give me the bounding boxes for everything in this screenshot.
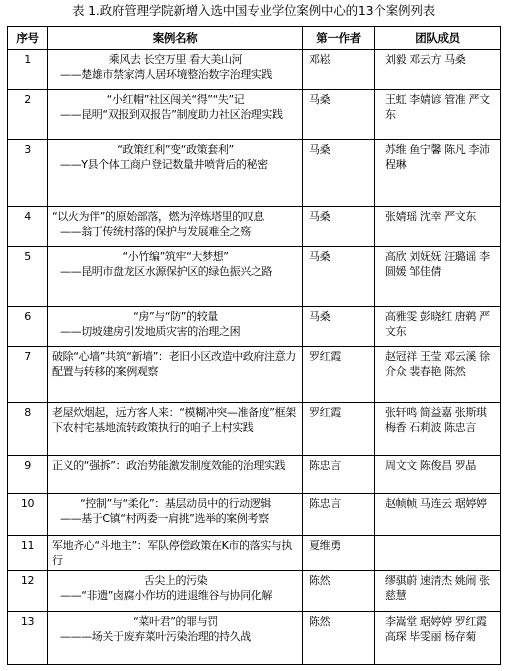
cell-no: 13 <box>8 612 48 665</box>
table-row <box>8 571 501 612</box>
cell-no: 8 <box>8 403 48 456</box>
table-row <box>8 456 501 494</box>
cell-team: 周文文 陈俊昌 罗晶 <box>375 456 501 494</box>
table-row <box>8 494 501 536</box>
cell-no: 7 <box>8 347 48 403</box>
cell-case-name: 舌尖上的污染 ——“非遗”卤腐小作坊的进退维谷与协同化解 <box>48 571 303 612</box>
cell-case-name: “政策红利”变“政策套利” ——Y县个体工商户登记数量井喷背后的秘密 <box>48 140 303 207</box>
cell-no: 9 <box>8 456 48 494</box>
cell-case-name: “房”与“防”的较量 ——切坡建房引发地质灾害的治理之困 <box>48 307 303 347</box>
cell-case-name: 正义的“强拆”：政治势能激发制度效能的治理实践 <box>48 456 303 494</box>
cell-team: 李嵩堂 琚婷婷 罗红霞 高琛 毕雯丽 杨存菊 <box>375 612 501 665</box>
cell-no: 6 <box>8 307 48 347</box>
cell-case-name: “小红帽”社区闯关“得”“失”记 ——昆明“双报到双报告”制度助力社区治理实践 <box>48 90 303 140</box>
cell-team: 缪骐蔚 速清杰 姚闹 张慈慧 <box>375 571 501 612</box>
cell-case-name: 军地齐心“斗地主”：军队停偿政策在K市的落实与执行 <box>48 536 303 571</box>
table-row <box>8 50 501 90</box>
cell-author: 马桑 <box>303 207 375 247</box>
cell-author: 夏维勇 <box>303 536 375 571</box>
cell-team: 高雅雯 彭晓红 唐鹈 严文东 <box>375 307 501 347</box>
cell-author: 陈然 <box>303 612 375 665</box>
table-row <box>8 403 501 456</box>
table-row <box>8 612 501 665</box>
cell-case-name: “菜叶君”的罪与罚 ———场关于废弃菜叶污染治理的持久战 <box>48 612 303 665</box>
cell-author: 陈忠言 <box>303 456 375 494</box>
cell-team <box>375 536 501 571</box>
header-case-name: 案例名称 <box>48 27 303 50</box>
table-row <box>8 140 501 207</box>
cell-case-name: “小竹编”筑牢“大梦想” ——昆明市盘龙区水源保护区的绿色振兴之路 <box>48 247 303 307</box>
table-row <box>8 347 501 403</box>
header-team-members: 团队成员 <box>375 27 501 50</box>
cell-team: 王虹 李婧谚 管准 严文东 <box>375 90 501 140</box>
cell-case-name: 破除“心墙”共筑“新墙”：老旧小区改造中政府注意力配置与转移的案例观察 <box>48 347 303 403</box>
cell-case-name: “以火为伴”的原始部落，燃为淬炼塔里的叹息 ——翁丁传统村落的保护与发展难全之殇 <box>48 207 303 247</box>
cell-author: 马桑 <box>303 140 375 207</box>
cell-team: 刘毅 邓云方 马桑 <box>375 50 501 90</box>
table-row <box>8 90 501 140</box>
table-row <box>8 307 501 347</box>
cell-author: 罗红霞 <box>303 403 375 456</box>
cell-team: 张婧瑶 沈幸 严文东 <box>375 207 501 247</box>
header-row <box>8 27 501 50</box>
table-row <box>8 247 501 307</box>
cell-author: 陈然 <box>303 571 375 612</box>
header-first-author: 第一作者 <box>303 27 375 50</box>
table-row <box>8 536 501 571</box>
cell-no: 5 <box>8 247 48 307</box>
cell-author: 马桑 <box>303 307 375 347</box>
table-caption: 表 1.政府管理学院新增入选中国专业学位案例中心的13个案例列表 <box>72 3 435 18</box>
cell-team: 高欣 刘妩妩 汪璐谣 李圆媛 邹佳倩 <box>375 247 501 307</box>
cell-team: 张轩鸣 简益嘉 张斯琪 梅香 石莉波 陈忠言 <box>375 403 501 456</box>
cell-team: 赵帧帧 马连云 琚婷婷 <box>375 494 501 536</box>
cell-author: 马桑 <box>303 90 375 140</box>
cell-no: 4 <box>8 207 48 247</box>
cell-no: 1 <box>8 50 48 90</box>
cell-case-name: “控制”与“柔化”：基层动员中的行动逻辑 ——基于C镇“村两委一肩挑”选举的案例考察 <box>48 494 303 536</box>
cell-author: 陈忠言 <box>303 494 375 536</box>
header-no: 序号 <box>8 27 48 50</box>
cell-author: 邓崧 <box>303 50 375 90</box>
table-row <box>8 207 501 247</box>
cell-team: 赵冠祥 王莹 邓云溪 徐介众 裴春艳 陈然 <box>375 347 501 403</box>
cell-author: 马桑 <box>303 247 375 307</box>
case-list-table <box>7 26 501 665</box>
cell-team: 苏维 鱼宁馨 陈凡 李沛 程琳 <box>375 140 501 207</box>
cell-case-name: 乘风去 长空万里 看大美山河 ——楚雄市禁家湾人居环境整治数字治理实践 <box>48 50 303 90</box>
cell-case-name: 老屋炊烟起，远方客人来：“模糊冲突—准备度”框架下农村宅基地流转政策执行的咱子上村实践 <box>48 403 303 456</box>
cell-no: 2 <box>8 90 48 140</box>
cell-no: 11 <box>8 536 48 571</box>
cell-no: 3 <box>8 140 48 207</box>
cell-author: 罗红霞 <box>303 347 375 403</box>
cell-no: 12 <box>8 571 48 612</box>
cell-no: 10 <box>8 494 48 536</box>
